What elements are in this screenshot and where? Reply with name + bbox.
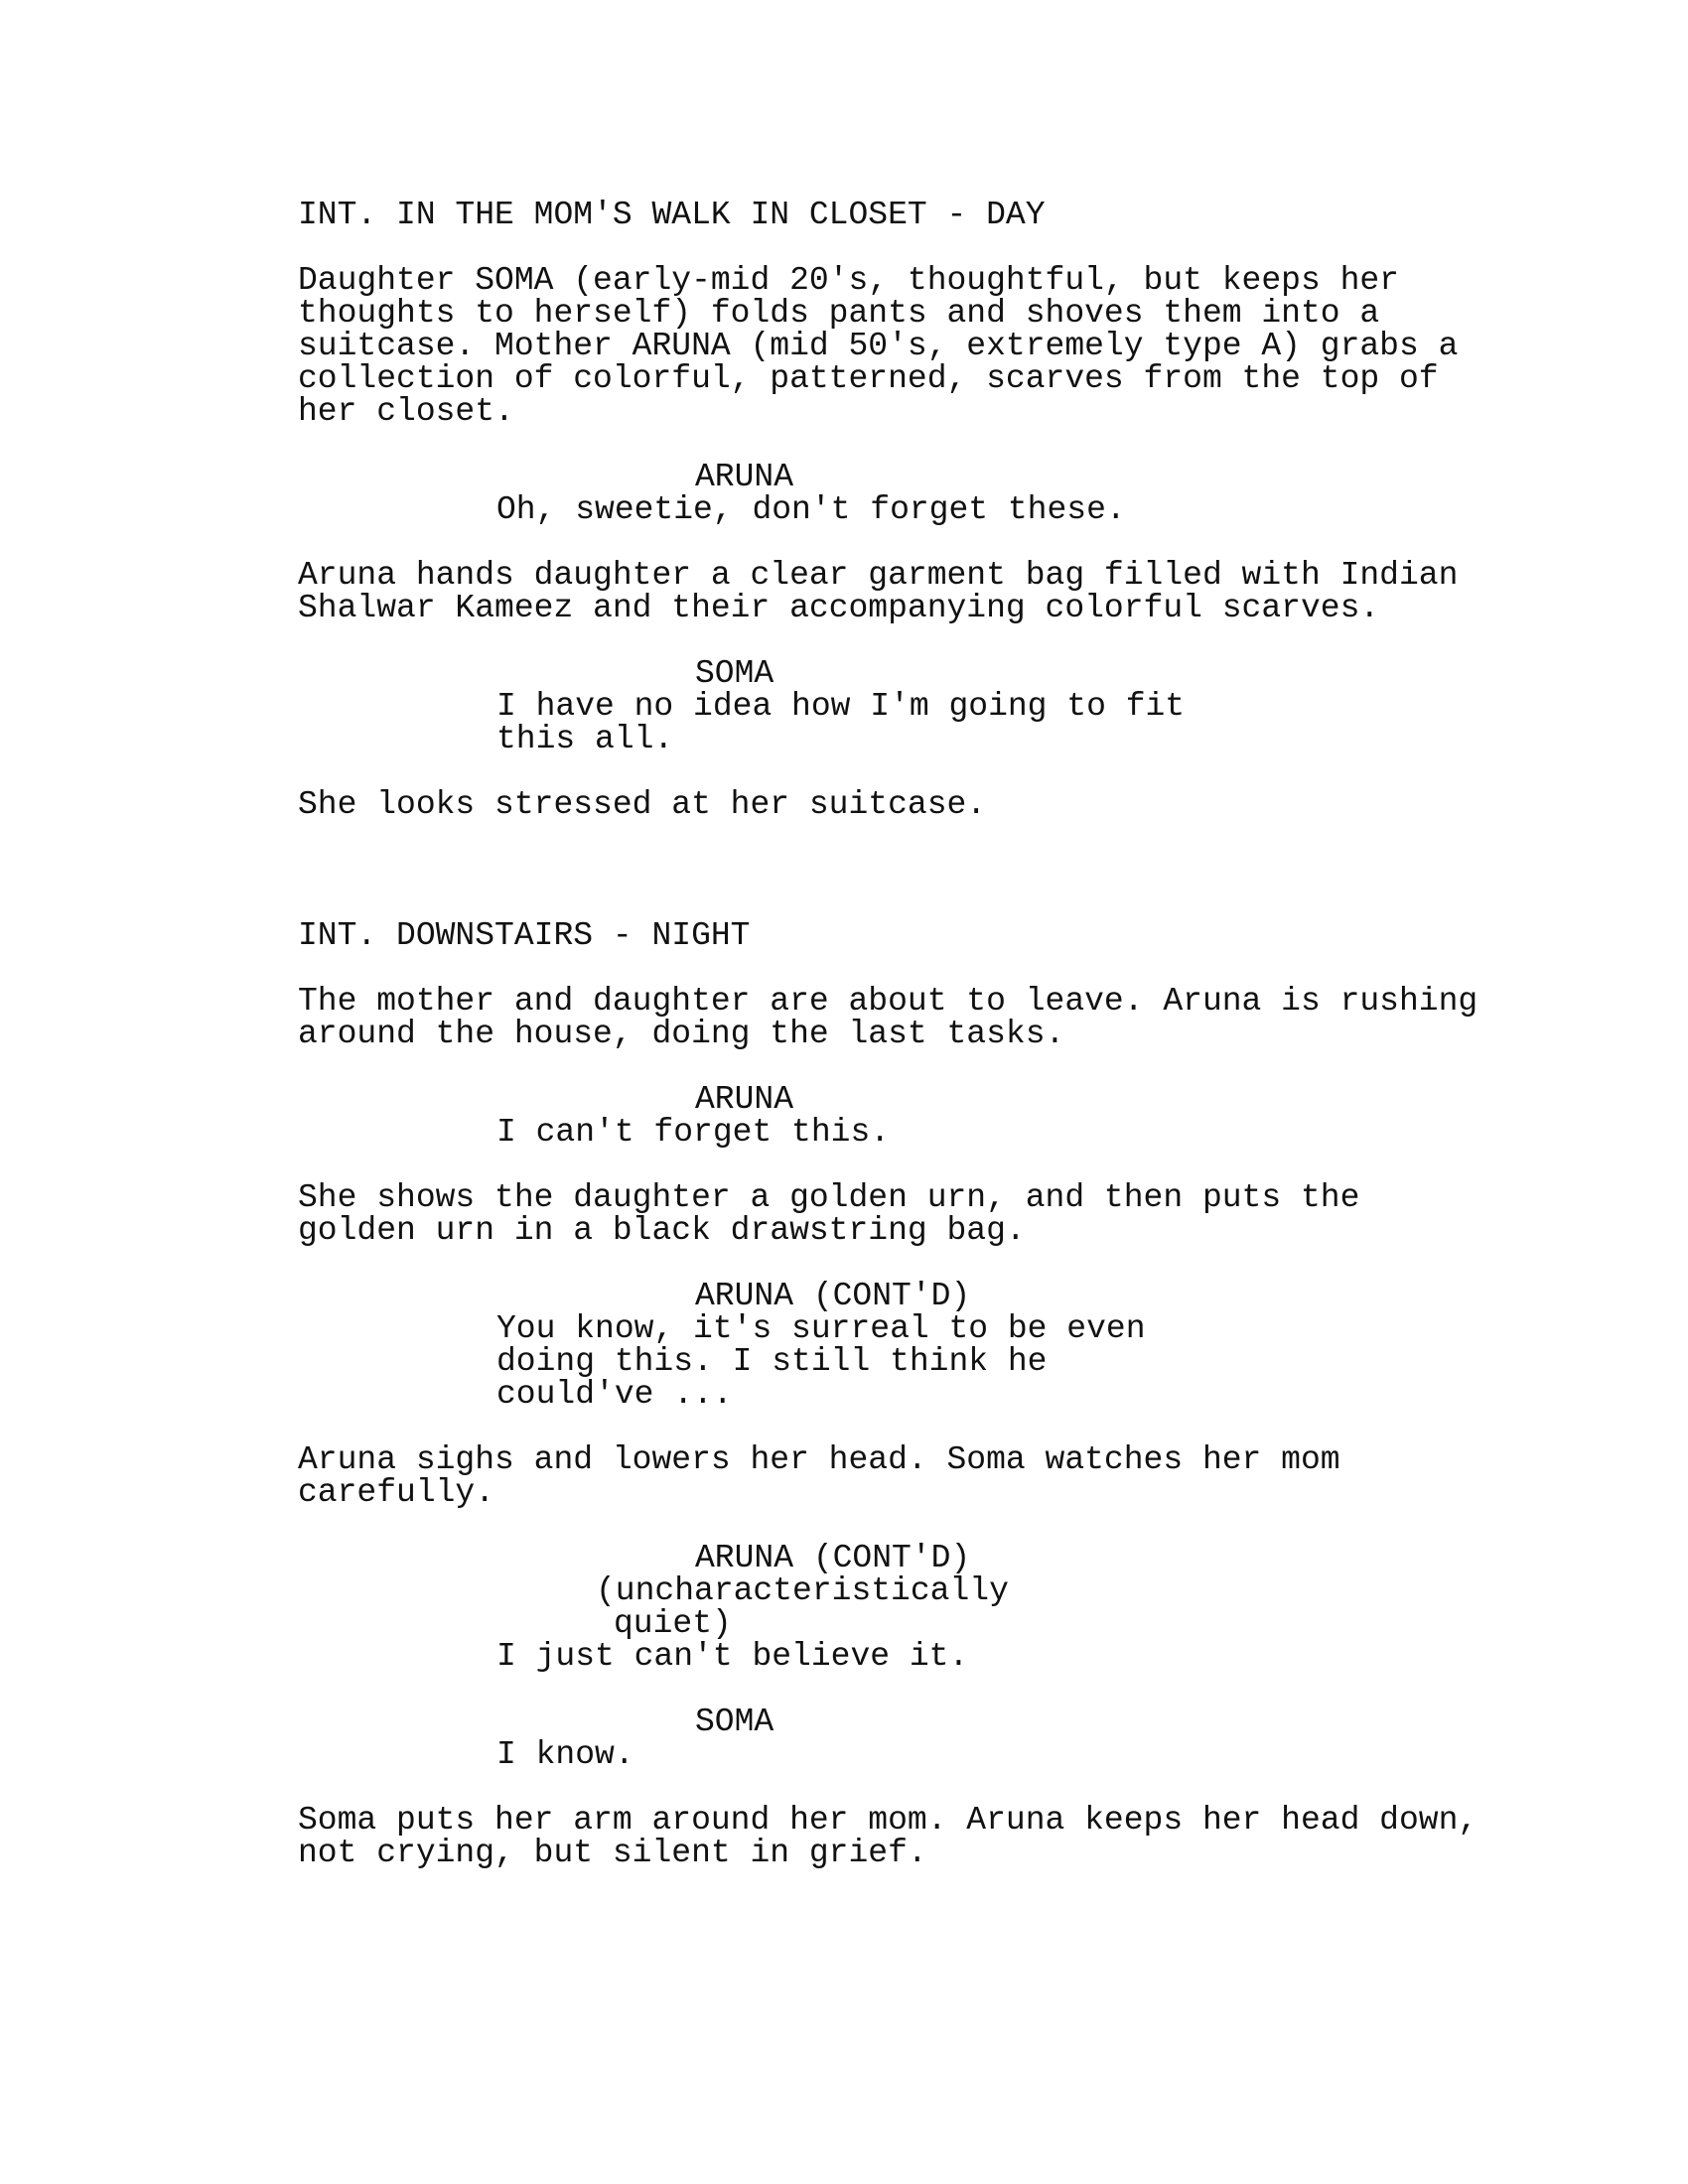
action-line: carefully. (298, 1474, 495, 1511)
character-name: SOMA (695, 655, 774, 692)
action-line: The mother and daughter are about to leave. Aruna is rushing (298, 983, 1478, 1020)
dialogue-line: doing this. I still think he (496, 1343, 1048, 1380)
scene-heading: INT. IN THE MOM'S WALK IN CLOSET - DAY (298, 197, 1046, 233)
action-line: not crying, but silent in grief. (298, 1835, 927, 1871)
dialogue-line: You know, it's surreal to be even (496, 1310, 1146, 1347)
parenthetical-line: quiet) (614, 1605, 732, 1642)
dialogue-line: I have no idea how I'm going to fit (496, 688, 1186, 725)
dialogue-line: I can't forget this. (496, 1114, 891, 1151)
character-name: ARUNA (695, 1081, 794, 1118)
character-name: SOMA (695, 1704, 774, 1740)
action-line: She shows the daughter a golden urn, and then puts the (298, 1179, 1360, 1216)
action-line: thoughts to herself) folds pants and shoves them into a (298, 295, 1380, 332)
dialogue-line: I just can't believe it. (496, 1638, 969, 1675)
character-name: ARUNA (CONT'D) (695, 1278, 971, 1314)
dialogue-line: I know. (496, 1736, 634, 1773)
screenplay-body (298, 199, 1509, 1869)
action-line: Daughter SOMA (early-mid 20's, thoughtful, but keeps her (298, 262, 1399, 299)
action-line: suitcase. Mother ARUNA (mid 50's, extremely type A) grabs a (298, 328, 1459, 364)
dialogue-line: this all. (496, 721, 674, 757)
action-line: Aruna sighs and lowers her head. Soma watches her mom (298, 1441, 1340, 1478)
action-line: collection of colorful, patterned, scarves from the top of (298, 360, 1439, 397)
parenthetical-line: (uncharacteristically (596, 1572, 1009, 1609)
character-name: ARUNA (CONT'D) (695, 1540, 971, 1576)
action-line: Soma puts her arm around her mom. Aruna keeps her head down, (298, 1802, 1478, 1839)
action-line: Shalwar Kameez and their accompanying colorful scarves. (298, 590, 1380, 626)
character-name: ARUNA (695, 459, 794, 495)
action-line: She looks stressed at her suitcase. (298, 786, 987, 823)
action-line: Aruna hands daughter a clear garment bag filled with Indian (298, 557, 1459, 594)
dialogue-line: Oh, sweetie, don't forget these. (496, 491, 1126, 528)
dialogue-line: could've ... (496, 1376, 733, 1413)
action-line: around the house, doing the last tasks. (298, 1016, 1065, 1052)
scene-heading: INT. DOWNSTAIRS - NIGHT (298, 917, 751, 954)
action-line: her closet. (298, 393, 514, 430)
action-line: golden urn in a black drawstring bag. (298, 1212, 1026, 1249)
